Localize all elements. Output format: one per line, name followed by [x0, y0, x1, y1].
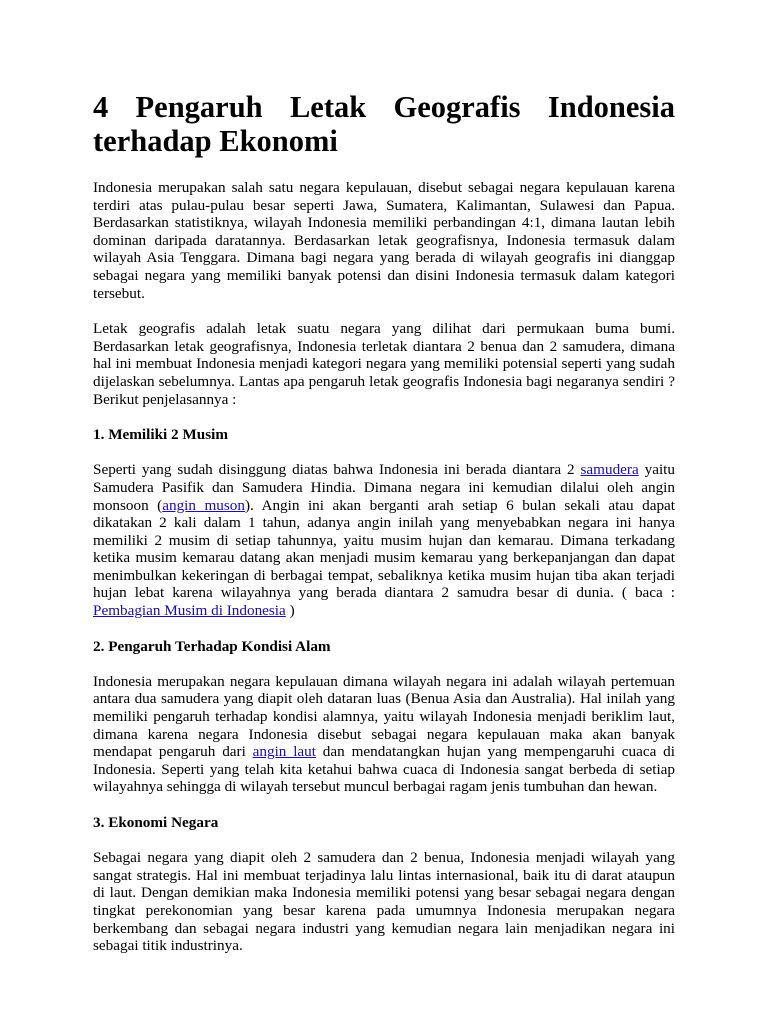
- section-3-paragraph: Sebagai negara yang diapit oleh 2 samudera dan 2 benua, Indonesia menjadi wilayah yang sangat strategis. Hal ini membuat terjadinya lalu lintas internasional, baik itu di darat ataupun di laut. Dengan demikian maka Indonesia memiliki potensi yang besar sebagai negara dengan tingkat perekonomian yang besar karena pada umumnya Indonesia merupakan negara berkembang dan sebagai negara industri yang kemudian negara lain menjadikan negara ini sebagai titik industrinya.: [93, 849, 675, 955]
- section-2-text-b: dan mendatangkan hujan yang mempengaruhi cuaca di Indonesia. Seperti yang telah kita ketahui bahwa cuaca di Indonesia sangat berbeda di setiap wilayahnya sehingga di wilayah tersebut muncul berbagai ragam jenis tumbuhan dan hewan.: [93, 743, 675, 796]
- section-1-heading: 1. Memiliki 2 Musim: [93, 426, 228, 444]
- intro-paragraph-1: Indonesia merupakan salah satu negara kepulauan, disebut sebagai negara kepulauan karena terdiri atas pulau-pulau besar seperti Jawa, Sumatera, Kalimantan, Sulawesi dan Papua. Berdasarkan statistiknya, wilayah Indonesia memiliki perbandingan 4:1, dimana lautan lebih dominan daripada daratannya. Berdasarkan letak geografisnya, Indonesia termasuk dalam wilayah Asia Tenggara. Dimana bagi negara yang berada di wilayah geografis ini dianggap sebagai negara yang memiliki banyak potensi dan disini Indonesia termasuk dalam kategori tersebut.: [93, 179, 675, 302]
- samudera-link[interactable]: samudera: [580, 461, 639, 479]
- pembagian-musim-link[interactable]: Pembagian Musim di Indonesia: [93, 602, 286, 620]
- document-page: [93, 90, 675, 973]
- title-line-2: terhadap Ekonomi: [93, 124, 338, 158]
- section-1-text-b: yaitu Samudera Pasifik dan Samudera Hindia. Dimana negara ini kemudian dilalui oleh angin monsoon (: [93, 461, 675, 514]
- section-1-paragraph: [93, 461, 675, 619]
- section-1-text-c: ). Angin ini akan berganti arah setiap 6 bulan sekali atau dapat dikatakan 2 kali dalam 1 tahun, adanya angin inilah yang menyebabkan negara ini hanya memiliki 2 musim di setiap tahunnya, yaitu musim hujan dan kemarau. Dimana terkadang ketika musim kemarau datang akan menjadi musim kemarau yang berkepanjangan dan dapat menimbulkan kekeringan di berbagai tempat, sebaliknya ketika musim hujan tiba akan terjadi hujan lebat karena wilayahnya yang berada diantara 2 samudra besar di dunia. ( baca :: [93, 496, 676, 602]
- section-3-heading: 3. Ekonomi Negara: [93, 814, 219, 831]
- section-1-text-a: Seperti yang sudah disinggung diatas bahwa Indonesia ini berada diantara 2: [93, 461, 581, 479]
- angin-muson-link[interactable]: angin muson: [162, 496, 245, 514]
- section-2-text-a: Indonesia merupakan negara kepulauan dimana wilayah negara ini adalah wilayah pertemuan antara dua samudera yang diapit oleh dataran luas (Benua Asia dan Australia). Hal inilah yang memiliki pengaruh terhadap kondisi alamnya, yaitu wilayah Indonesia menjadi beriklim laut, dimana karena negara Indonesia disebut sebagai negara kepulauan maka akan banyak mendapat pengaruh dari: [93, 672, 675, 761]
- angin-laut-link[interactable]: angin laut: [252, 743, 316, 761]
- page-title: [93, 90, 675, 158]
- title-line-1: 4 Pengaruh Letak Geografis Indonesia: [93, 90, 675, 124]
- intro-paragraph-2: Letak geografis adalah letak suatu negara yang dilihat dari permukaan buma bumi. Berdasarkan letak geografisnya, Indonesia terletak diantara 2 benua dan 2 samudera, dimana hal ini membuat Indonesia menjadi kategori negara yang memiliki potensial seperti yang sudah dijelaskan sebelumnya. Lantas apa pengaruh letak geografis Indonesia bagi negaranya sendiri ? Berikut penjelasannya :: [93, 320, 675, 408]
- section-2-paragraph: [93, 673, 675, 796]
- section-1-text-d: ): [285, 602, 295, 620]
- section-2-heading: 2. Pengaruh Terhadap Kondisi Alam: [93, 637, 331, 655]
